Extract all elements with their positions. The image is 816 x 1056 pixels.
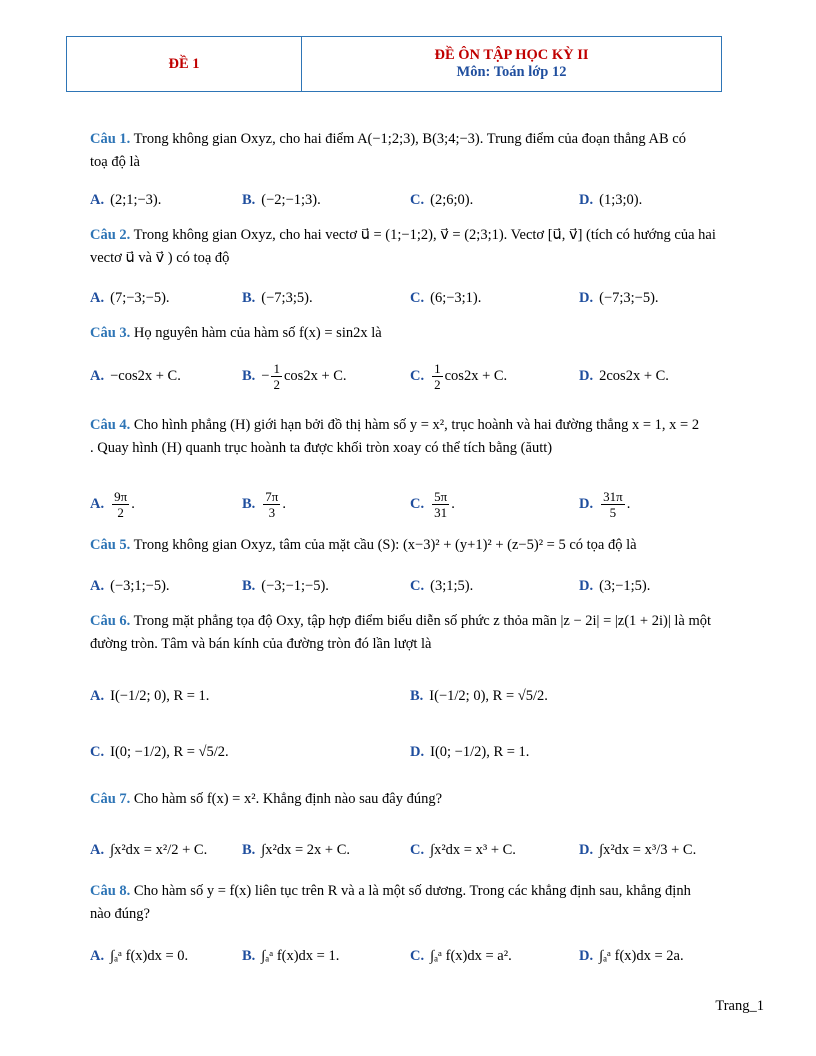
option-d[interactable]: D. $\frac{31\pi}{5}$ . <box>579 488 631 520</box>
option-c[interactable]: C. (6;−3;1). <box>410 289 482 306</box>
option-d[interactable]: D. (−7;3;−5). <box>579 289 659 306</box>
option-b[interactable]: B. $\frac{7\pi}{3}$ . <box>242 488 286 520</box>
option-d[interactable]: D. ∫ₐᵃ f(x)dx = 2a. <box>579 947 684 964</box>
option-a[interactable]: A. (7;−3;−5). <box>90 289 170 306</box>
question-number: Câu 1. <box>90 131 131 147</box>
question-1 <box>90 128 766 174</box>
option-a[interactable]: A. (−3;1;−5). <box>90 577 170 594</box>
question-stem: Trong không gian Oxyz, cho hai điểm A(−1;2;3), B(3;4;−3). Trung điểm của đoạn thẳng AB có <box>133 131 686 147</box>
option-a[interactable]: A. $\frac{9\pi}{2}$ . <box>90 488 135 520</box>
question-stem: Cho hàm số y = f(x) liên tục trên R và a là một số dương. Trong các khẳng định sau, khẳng định <box>133 883 691 899</box>
question-number: Câu 7. <box>90 791 131 807</box>
question-6 <box>90 610 766 656</box>
option-b[interactable]: B. (−3;−1;−5). <box>242 577 329 594</box>
exam-number: ĐỀ 1 <box>67 37 302 91</box>
option-d[interactable]: D. 2cos2x + C. <box>579 367 669 384</box>
option-d[interactable]: D. (3;−1;5). <box>579 577 651 594</box>
question-stem-cont: vectơ u⃗ và v⃗ ) có toạ độ <box>90 250 230 266</box>
option-a[interactable]: A. I(−1/2; 0), R = 1. <box>90 687 210 704</box>
question-number: Câu 4. <box>90 417 131 433</box>
option-c[interactable]: C. ∫ₐᵃ f(x)dx = a². <box>410 947 512 964</box>
question-5 <box>90 534 766 557</box>
question-stem: Trong mặt phẳng tọa độ Oxy, tập hợp điểm biểu diễn số phức z thỏa mãn |z − 2i| = |z(1 + 2i)| là một <box>133 613 712 629</box>
header-box <box>66 36 722 92</box>
page-footer: Trang_1 <box>715 998 764 1014</box>
option-a[interactable]: A. ∫ₐᵃ f(x)dx = 0. <box>90 947 189 964</box>
question-number: Câu 8. <box>90 883 131 899</box>
option-b[interactable]: B. ∫x²dx = 2x + C. <box>242 841 351 858</box>
option-a[interactable]: A. −cos2x + C. <box>90 367 181 384</box>
option-b[interactable]: B. − $\frac{1}{2}$ cos2x + C. <box>242 360 347 392</box>
options-3 <box>90 356 766 396</box>
header-title-cell <box>302 37 721 91</box>
question-2 <box>90 224 766 270</box>
option-a[interactable]: A. (2;1;−3). <box>90 191 162 208</box>
question-3 <box>90 322 766 345</box>
option-a[interactable]: A. ∫x²dx = x²/2 + C. <box>90 841 208 858</box>
option-c[interactable]: C. $\frac{1}{2}$ cos2x + C. <box>410 360 508 392</box>
options-7 <box>90 830 766 870</box>
option-b[interactable]: B. ∫ₐᵃ f(x)dx = 1. <box>242 947 340 964</box>
question-stem: Trong không gian Oxyz, cho hai vectơ u⃗ = (1;−1;2), v⃗ = (2;3;1). Vectơ [u⃗, v⃗] (tích có hướng của hai <box>133 227 716 243</box>
options-1 <box>90 180 766 220</box>
question-stem: Cho hàm số f(x) = x². Khẳng định nào sau đây đúng? <box>133 791 443 807</box>
option-d[interactable]: D. ∫x²dx = x³/3 + C. <box>579 841 697 858</box>
option-c[interactable]: C. $\frac{5\pi}{31}$ . <box>410 488 455 520</box>
option-c[interactable]: C. (2;6;0). <box>410 191 474 208</box>
question-stem-cont: nào đúng? <box>90 906 150 922</box>
question-stem-cont: toạ độ là <box>90 154 140 170</box>
question-number: Câu 5. <box>90 537 131 553</box>
option-b[interactable]: B. (−2;−1;3). <box>242 191 321 208</box>
options-5 <box>90 566 766 606</box>
exam-title: ĐỀ ÔN TẬP HỌC KỲ II <box>434 47 589 63</box>
question-stem: Họ nguyên hàm của hàm số f(x) = sin2x là <box>133 325 382 341</box>
option-c[interactable]: C. ∫x²dx = x³ + C. <box>410 841 516 858</box>
exam-subject: Môn: Toán lớp 12 <box>456 64 567 80</box>
question-4 <box>90 414 766 460</box>
option-d[interactable]: D. I(0; −1/2), R = 1. <box>410 743 530 760</box>
options-2 <box>90 278 766 318</box>
question-stem-cont: . Quay hình (H) quanh trục hoành ta được khối tròn xoay có thể tích bằng (ăutt) <box>90 440 553 456</box>
question-number: Câu 6. <box>90 613 131 629</box>
question-stem: Trong không gian Oxyz, tâm của mặt cầu (S): (x−3)² + (y+1)² + (z−5)² = 5 có tọa độ là <box>133 537 637 553</box>
question-number: Câu 2. <box>90 227 131 243</box>
question-number: Câu 3. <box>90 325 131 341</box>
option-c[interactable]: C. (3;1;5). <box>410 577 474 594</box>
options-6-row1 <box>90 676 766 716</box>
question-stem-cont: đường tròn. Tâm và bán kính của đường tròn đó lần lượt là <box>90 636 432 652</box>
options-4 <box>90 484 766 524</box>
question-stem: Cho hình phẳng (H) giới hạn bởi đồ thị hàm số y = x², trục hoành và hai đường thẳng x = 1, x = 2 <box>133 417 700 433</box>
options-8 <box>90 936 766 976</box>
option-b[interactable]: B. I(−1/2; 0), R = √5/2. <box>410 687 548 704</box>
option-b[interactable]: B. (−7;3;5). <box>242 289 313 306</box>
option-d[interactable]: D. (1;3;0). <box>579 191 643 208</box>
option-c[interactable]: C. I(0; −1/2), R = √5/2. <box>90 743 229 760</box>
question-7 <box>90 788 766 811</box>
question-8 <box>90 880 766 926</box>
options-6-row2 <box>90 732 766 772</box>
